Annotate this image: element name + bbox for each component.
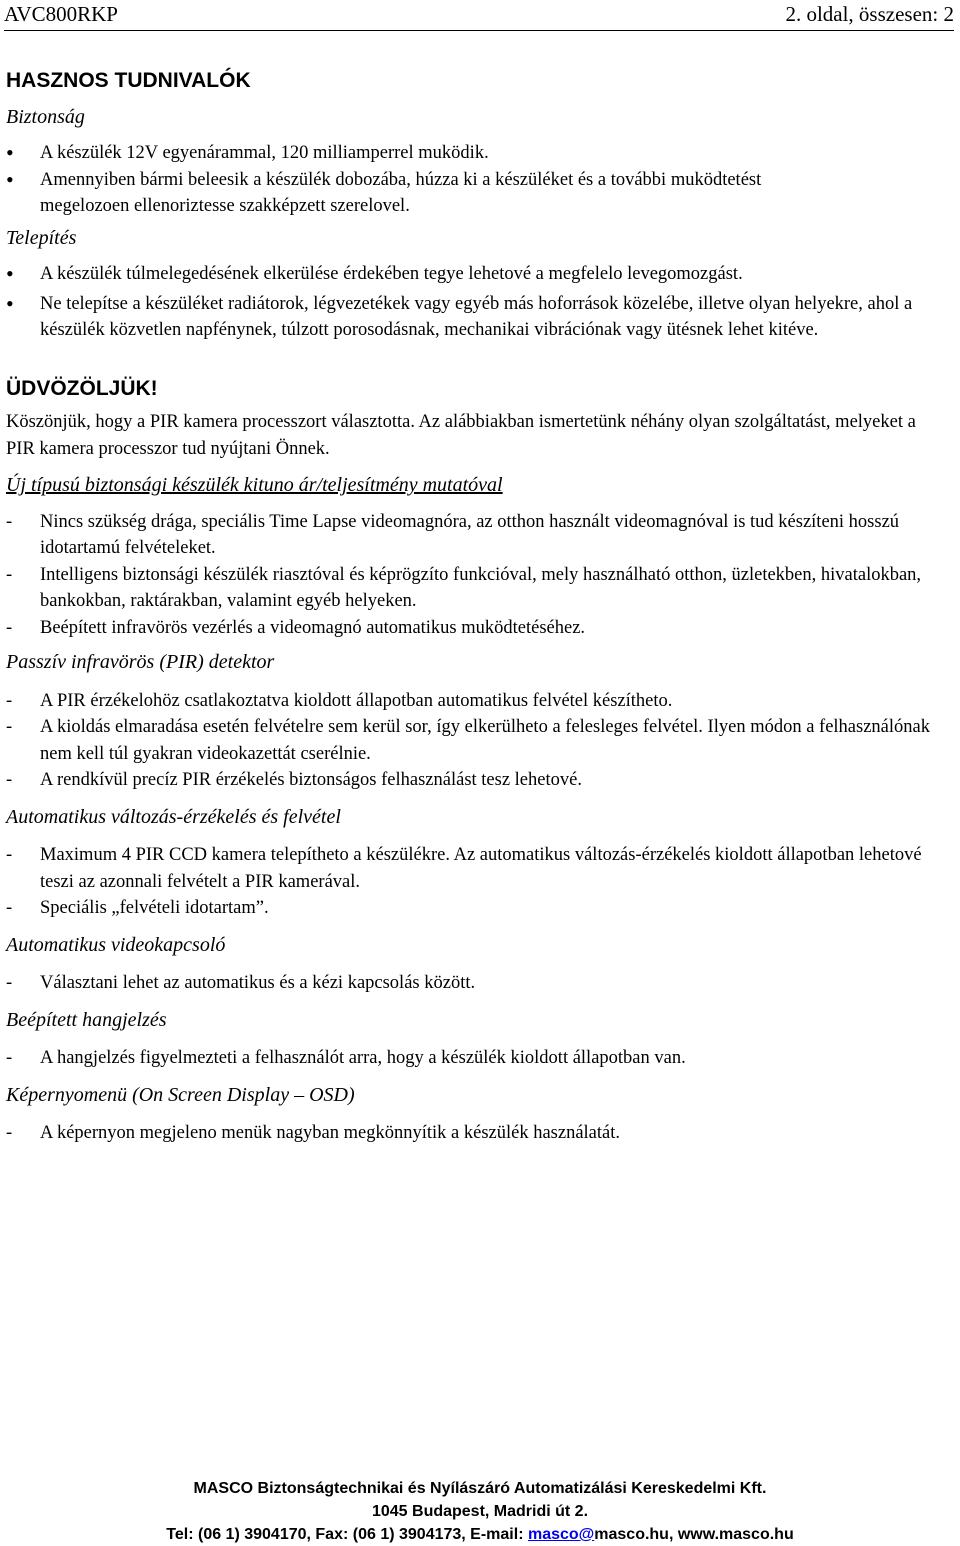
section-title-biztonsag: Biztonság <box>6 105 85 128</box>
uj-tipusu-list <box>6 509 946 642</box>
hangjelzes-list <box>6 1045 946 1072</box>
list-item: - Maximum 4 PIR CCD kamera telepítheto a készülékre. Az automatikus változás-érzékelés kioldott állapotban lehetové teszi az azonnali felvételt a PIR kamerával. <box>6 842 946 895</box>
list-item: • Ne telepítse a készüléket radiátorok, légvezetékek vagy egyéb más hoforrások közelébe, illetve olyan helyekre, ahol a készülék közvetlen napfénynek, túlzott porosodásnak, mechanikai vibrációnak vagy ütésnek lehet kitéve. <box>6 291 946 344</box>
main-title: HASZNOS TUDNIVALÓK <box>6 69 251 92</box>
section-title-osd: Képernyomenü (On Screen Display – OSD) <box>6 1083 355 1106</box>
section-title-uj-tipusu: Új típusú biztonsági készülék kituno ár/teljesítmény mutatóval <box>6 474 503 496</box>
section-title-telepites: Telepítés <box>6 226 77 249</box>
videokapcsolo-list <box>6 970 946 997</box>
list-item: - Nincs szükség drága, speciális Time Lapse videomagnóra, az otthon használt videomagnóval is tud készíteni hosszú idotartamú felvételeket. <box>6 509 946 562</box>
footer-web: masco.hu, www.masco.hu <box>594 1526 794 1543</box>
section-title-automatikus-valtozas: Automatikus változás-érzékelés és felvétel <box>6 805 341 828</box>
footer-address: 1045 Budapest, Madridi út 2. <box>371 1503 589 1520</box>
header-model: AVC800RKP <box>4 2 118 26</box>
welcome-title: ÜDVÖZÖLJÜK! <box>6 376 158 400</box>
list-item: - A kioldás elmaradása esetén felvételre sem kerül sor, így elkerülheto a felesleges felvétel. Ilyen módon a felhasználónak nem kell túl gyakran videokazettát cserélnie. <box>6 714 946 767</box>
list-item: • A készülék túlmelegedésének elkerülése érdekében tegye lehetové a megfelelo levegomozgást. <box>6 261 946 288</box>
list-item: • Amennyiben bármi beleesik a készülék dobozába, húzza ki a készüléket és a további muködtetést megelozoen ellenoriztesse szakképzett szerelovel. <box>6 167 946 220</box>
section-title-passziv: Passzív infravörös (PIR) detektor <box>6 651 275 673</box>
telepites-list <box>6 261 946 344</box>
header-page-number: 2. oldal, összesen: 2 <box>785 2 954 26</box>
list-item: • A készülék 12V egyenárammal, 120 milliamperrel muködik. <box>6 140 946 167</box>
footer-contact <box>0 1523 960 1546</box>
page-header <box>4 0 954 31</box>
passziv-list <box>6 688 946 794</box>
email-link[interactable]: masco@ <box>527 1526 595 1543</box>
section-title-videokapcsolo: Automatikus videokapcsoló <box>6 933 226 956</box>
page-footer <box>0 1477 960 1546</box>
biztonsag-list <box>6 140 946 220</box>
list-item: - Intelligens biztonsági készülék riasztóval és képrögzíto funkcióval, mely használható otthon, üzletekben, hivatalokban, bankokban, raktárakban, valamint egyéb helyeken. <box>6 562 946 615</box>
list-item: - Beépített infravörös vezérlés a videomagnó automatikus muködtetéséhez. <box>6 615 946 642</box>
list-item: - A hangjelzés figyelmezteti a felhasználót arra, hogy a készülék kioldott állapotban van. <box>6 1045 946 1072</box>
list-item: - A rendkívül precíz PIR érzékelés biztonságos felhasználást tesz lehetové. <box>6 767 946 794</box>
welcome-text: Köszönjük, hogy a PIR kamera processzort választotta. Az alábbiakban ismertetünk néhány olyan szolgáltatást, melyeket a PIR kamera processzor tud nyújtani Önnek. <box>6 412 916 459</box>
osd-list <box>6 1120 946 1147</box>
list-item: - Választani lehet az automatikus és a kézi kapcsolás között. <box>6 970 946 997</box>
section-title-hangjelzes: Beépített hangjelzés <box>6 1008 167 1031</box>
automatikus-valtozas-list <box>6 842 946 922</box>
footer-company: MASCO Biztonságtechnikai és Nyílászáró Automatizálási Kereskedelmi Kft. <box>193 1480 767 1497</box>
list-item: - Speciális „felvételi idotartam”. <box>6 895 946 922</box>
list-item: - A képernyon megjeleno menük nagyban megkönnyítik a készülék használatát. <box>6 1120 946 1147</box>
document-body <box>6 62 946 1147</box>
footer-phone-fax: Tel: (06 1) 3904170, Fax: (06 1) 3904173, E-mail: <box>166 1526 528 1543</box>
list-item: - A PIR érzékelohöz csatlakoztatva kioldott állapotban automatikus felvétel készítheto. <box>6 688 946 715</box>
